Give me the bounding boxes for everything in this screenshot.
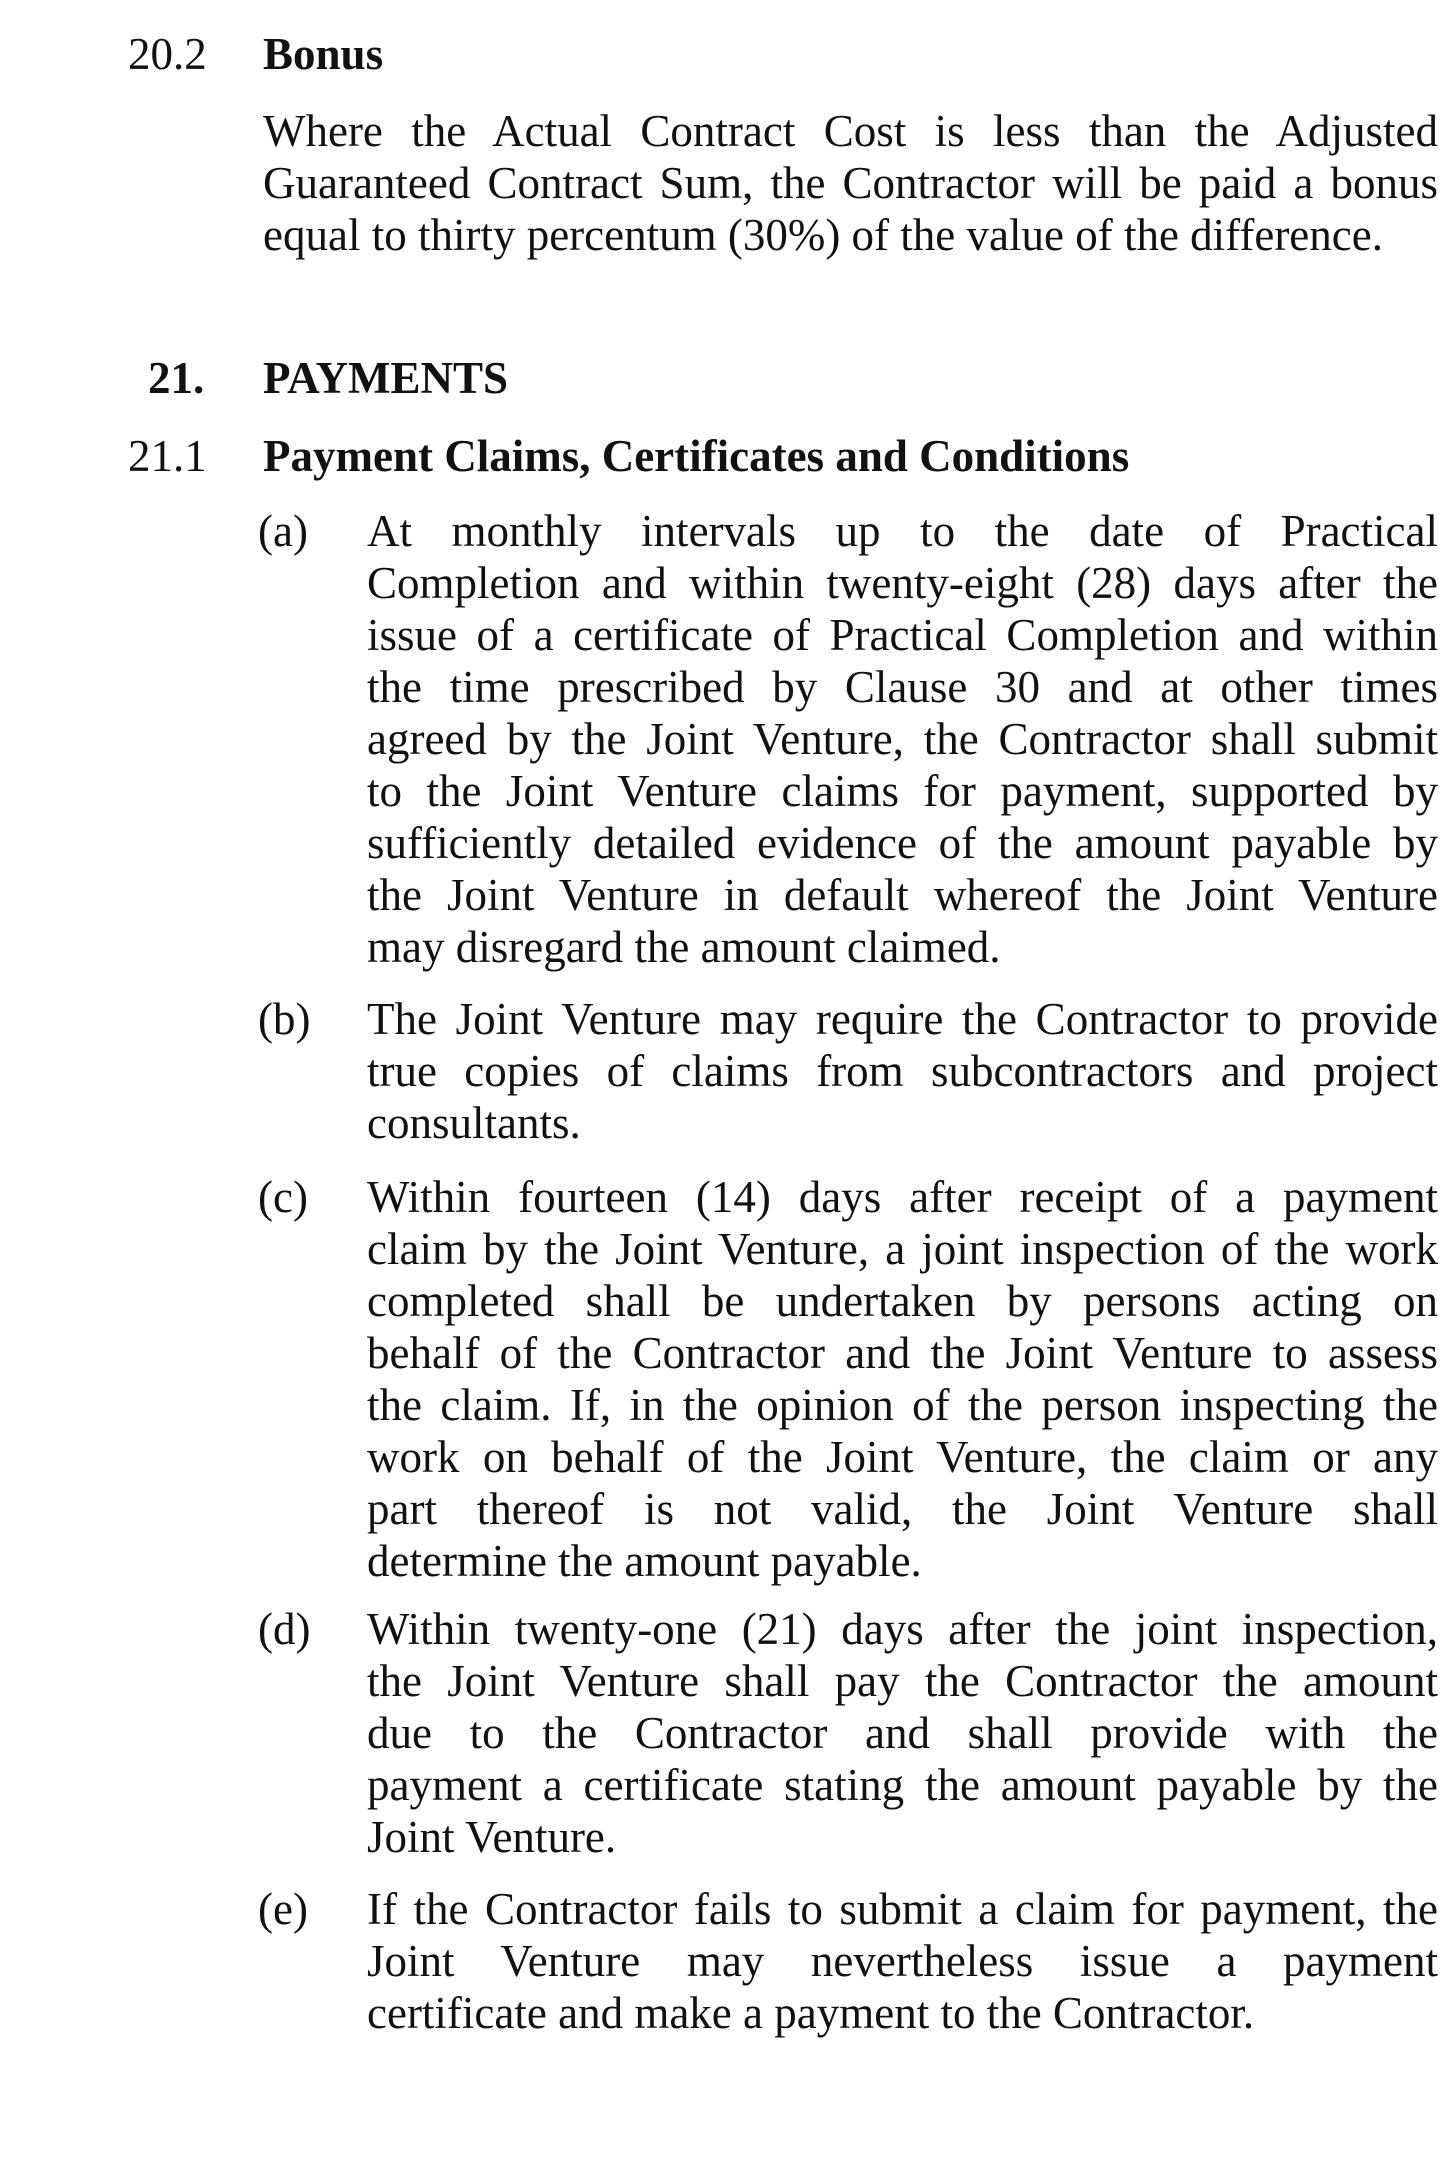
clause-20-2-text <box>263 105 1438 261</box>
text-line: true copies of claims from subcontractors and project <box>367 1046 1438 1096</box>
clause-number-20-2: 20.2 <box>128 29 207 79</box>
text-line: the Joint Venture in default whereof the Joint Venture <box>367 870 1438 920</box>
section-number-21: 21. <box>148 353 205 403</box>
text-line: certificate and make a payment to the Contractor. <box>367 1988 1255 2038</box>
text-line: At monthly intervals up to the date of Practical <box>367 506 1438 556</box>
text-line: Guaranteed Contract Sum, the Contractor will be paid a bonus <box>263 158 1438 208</box>
text-line: Where the Actual Contract Cost is less than the Adjusted <box>263 106 1438 156</box>
text-line: payment a certificate stating the amount payable by the <box>367 1760 1438 1810</box>
text-line: may disregard the amount claimed. <box>367 922 1001 972</box>
item-label-d: (d) <box>258 1604 311 1654</box>
text-line: Within fourteen (14) days after receipt of a payment <box>367 1172 1438 1222</box>
text-line: Within twenty-one (21) days after the joint inspection, <box>367 1604 1438 1654</box>
text-line: determine the amount payable. <box>367 1536 922 1586</box>
text-line: the claim. If, in the opinion of the person inspecting the <box>367 1380 1438 1430</box>
text-line: consultants. <box>367 1098 581 1148</box>
item-e-text <box>367 1883 1438 2039</box>
text-line: work on behalf of the Joint Venture, the claim or any <box>367 1432 1438 1482</box>
item-d-text <box>367 1603 1438 1863</box>
text-line: claim by the Joint Venture, a joint inspection of the work <box>367 1224 1438 1274</box>
item-b-text <box>367 993 1438 1149</box>
text-line: the time prescribed by Clause 30 and at other times <box>367 662 1438 712</box>
text-line: equal to thirty percentum (30%) of the value of the difference. <box>263 210 1383 260</box>
text-line: If the Contractor fails to submit a claim for payment, the <box>367 1884 1438 1934</box>
item-a-text <box>367 505 1438 973</box>
text-line: part thereof is not valid, the Joint Venture shall <box>367 1484 1438 1534</box>
item-label-b: (b) <box>258 994 311 1044</box>
item-label-e: (e) <box>258 1884 308 1934</box>
item-label-c: (c) <box>258 1172 308 1222</box>
text-line: the Joint Venture shall pay the Contractor the amount <box>367 1656 1438 1706</box>
text-line: behalf of the Contractor and the Joint Venture to assess <box>367 1328 1438 1378</box>
item-c-text <box>367 1171 1438 1587</box>
text-line: due to the Contractor and shall provide with the <box>367 1708 1438 1758</box>
text-line: The Joint Venture may require the Contractor to provide <box>367 994 1438 1044</box>
text-line: sufficiently detailed evidence of the amount payable by <box>367 818 1438 868</box>
clause-heading-bonus: Bonus <box>263 29 384 79</box>
text-line: Joint Venture may nevertheless issue a payment <box>367 1936 1438 1986</box>
section-heading-payments: PAYMENTS <box>263 353 509 403</box>
text-line: agreed by the Joint Venture, the Contractor shall submit <box>367 714 1438 764</box>
text-line: Joint Venture. <box>367 1812 617 1862</box>
text-line: Completion and within twenty-eight (28) days after the <box>367 558 1438 608</box>
text-line: issue of a certificate of Practical Completion and within <box>367 610 1438 660</box>
text-line: completed shall be undertaken by persons acting on <box>367 1276 1438 1326</box>
item-label-a: (a) <box>258 506 308 556</box>
clause-number-21-1: 21.1 <box>128 431 207 481</box>
clause-heading-payment-claims: Payment Claims, Certificates and Conditions <box>263 431 1130 481</box>
text-line: to the Joint Venture claims for payment, supported by <box>367 766 1438 816</box>
